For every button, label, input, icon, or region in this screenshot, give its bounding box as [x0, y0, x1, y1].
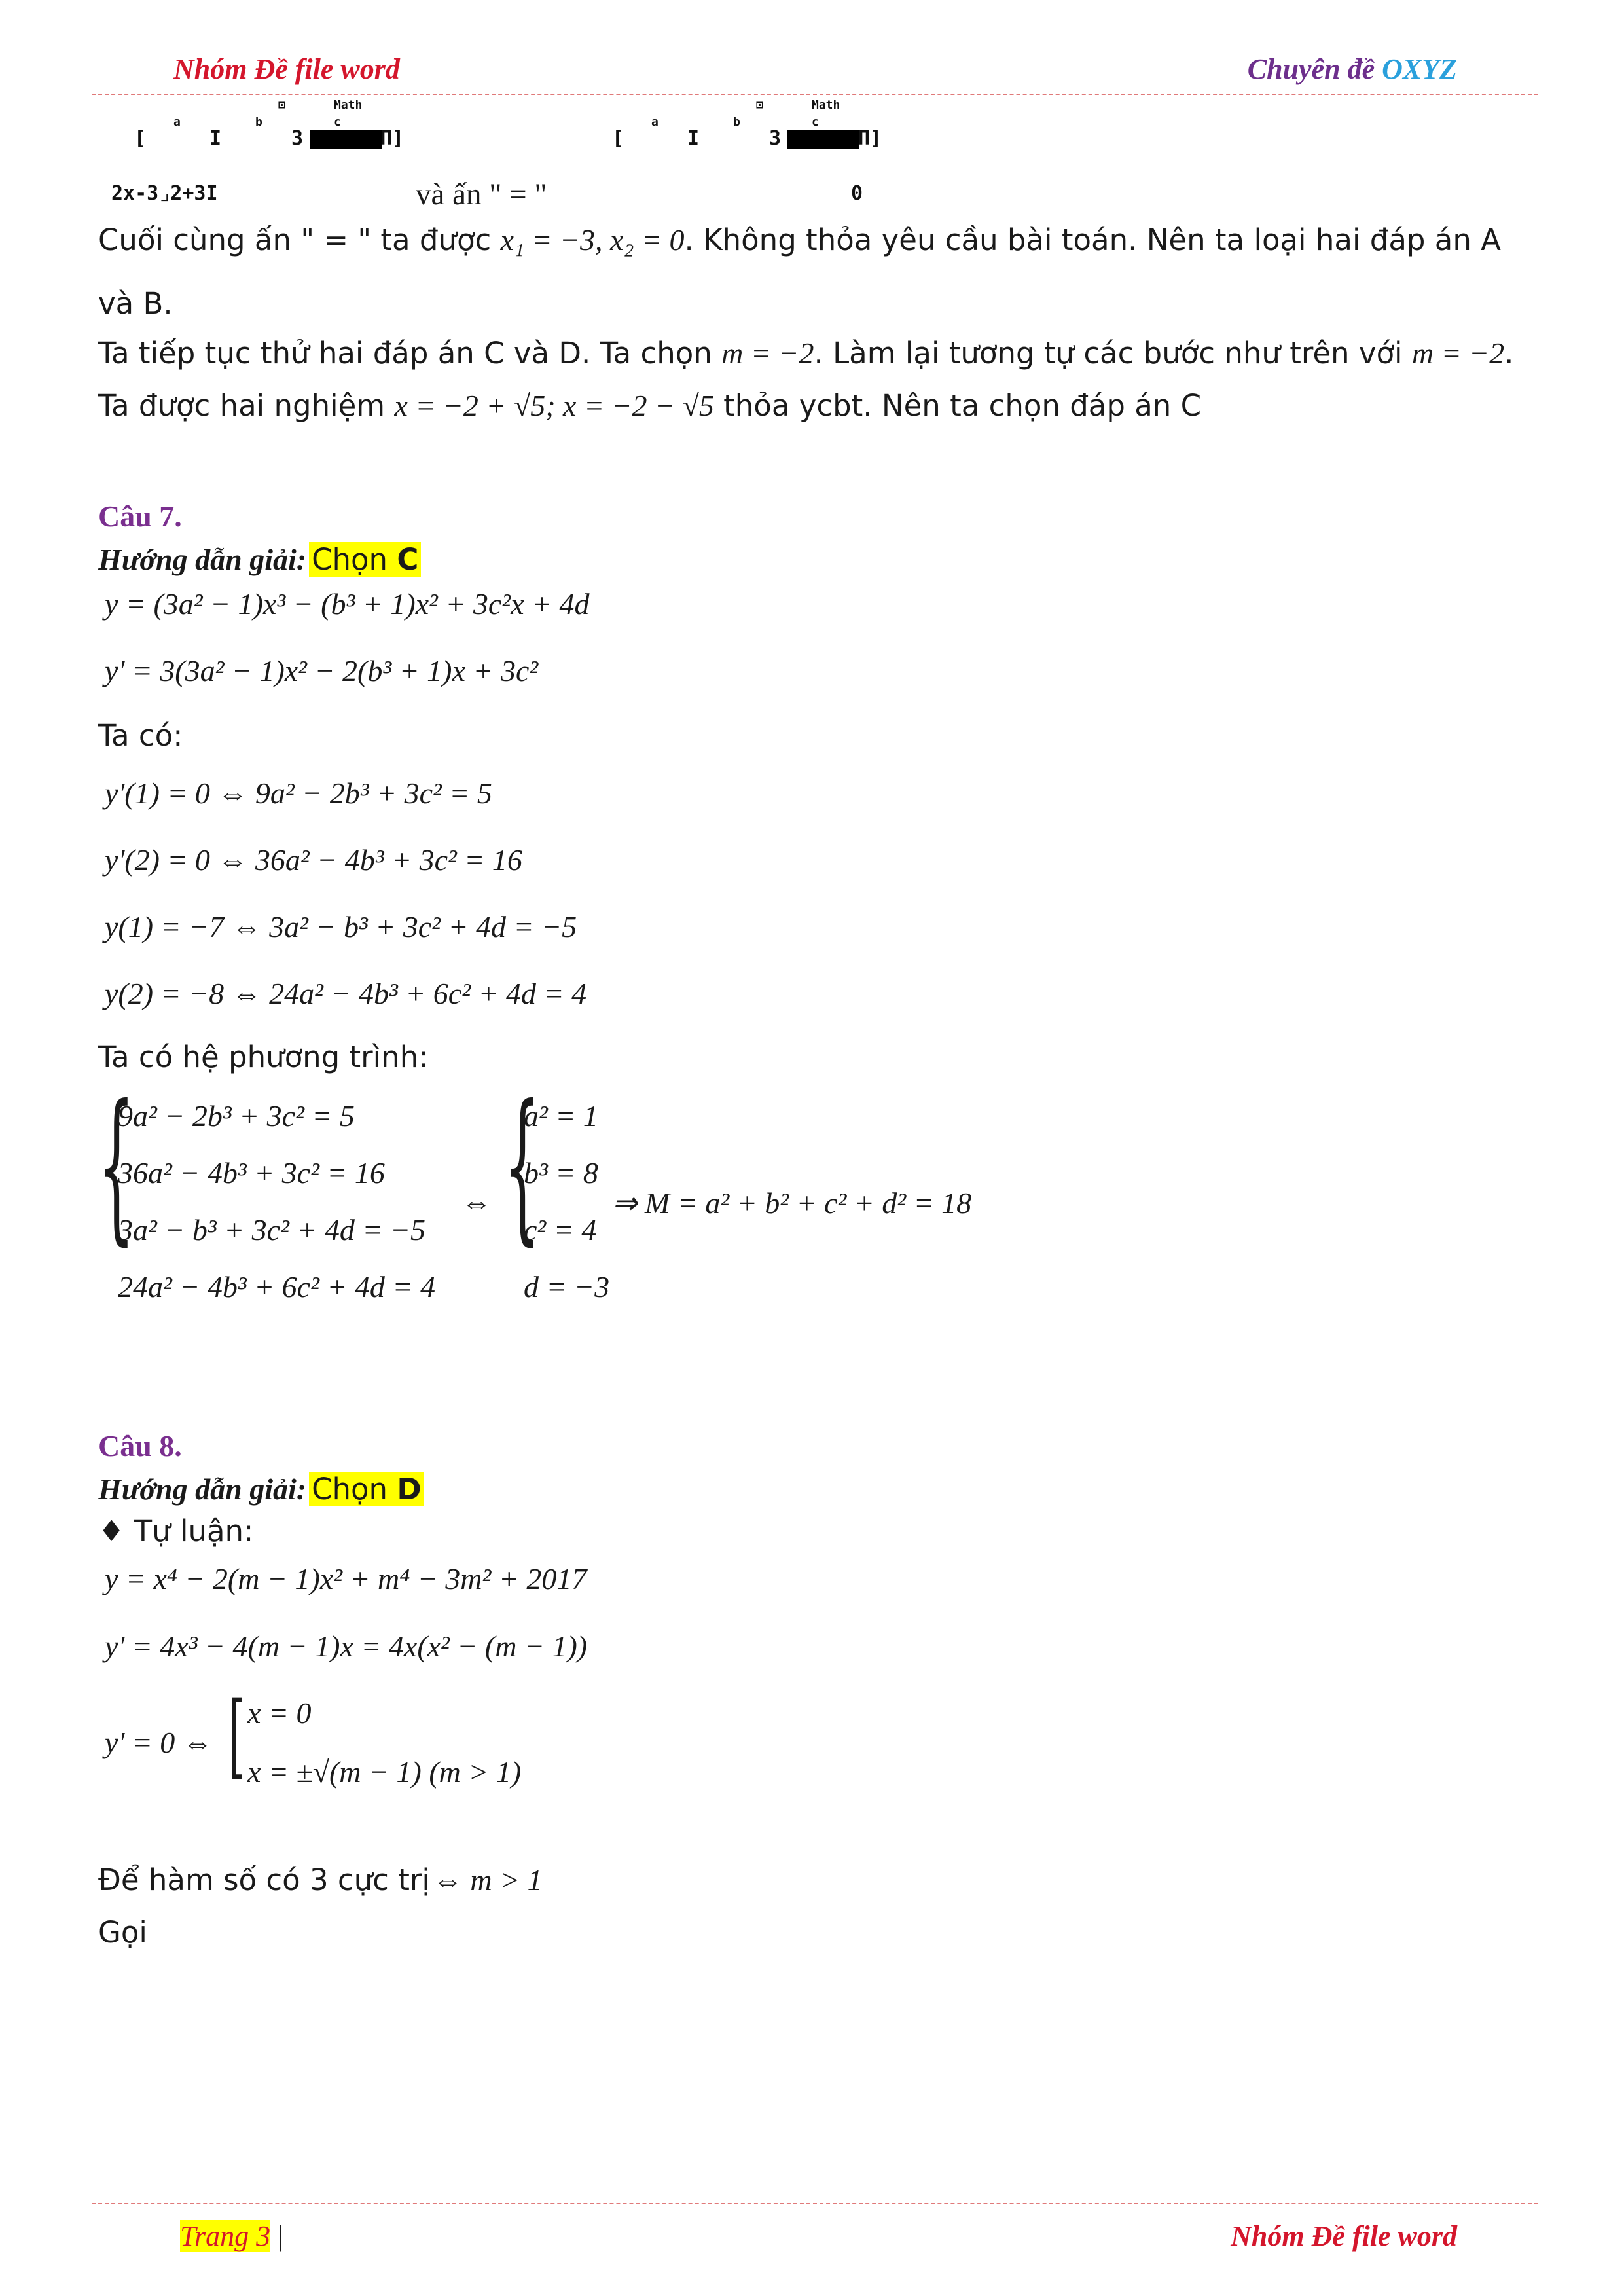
calc-bracket-close: П]: [858, 127, 882, 150]
intro-line3-text-a: Ta tiếp tục thử hai đáp án C và D. Ta chọn: [98, 336, 712, 371]
calc-screen-right: [612, 98, 887, 164]
calc-bracket-open: [: [134, 127, 147, 150]
q7-guide-label: Hướng dẫn giải:: [98, 543, 307, 576]
calc-menu-c: c: [812, 115, 819, 129]
q8-eq-y: y = x⁴ − 2(m − 1)x² + m⁴ − 3m² + 2017: [105, 1562, 587, 1595]
intro-line-3: [98, 336, 1513, 371]
q8-goi: Gọi: [98, 1915, 147, 1950]
q8-condition-text: Để hàm số có 3 cực trị: [98, 1863, 430, 1897]
q7-sys-right-4: d = −3: [524, 1270, 610, 1303]
q7-sys-left-2: 36a² − 4b³ + 3c² = 16: [118, 1156, 385, 1190]
q7-answer: C: [397, 542, 419, 577]
calc-bracket-close: П]: [380, 127, 405, 150]
intro-line4-text-a: Ta được hai nghiệm: [98, 388, 386, 423]
footer-page-number: Trang 3: [180, 2220, 271, 2252]
calc-cursor-block: [787, 130, 859, 149]
q7-sys-right-2: b³ = 8: [524, 1156, 598, 1190]
calc-math-label: Math: [334, 98, 363, 112]
intro-line-4: [98, 388, 1201, 423]
q7-condition-2: y'(2) = 0 ⇔ 36a² − 4b³ + 3c² = 16: [105, 843, 522, 877]
q8-guide-label: Hướng dẫn giải:: [98, 1472, 307, 1506]
calc-result: 0: [851, 182, 863, 205]
q8-choose-label: Chọn: [312, 1472, 388, 1506]
calc-menu-a: a: [651, 115, 659, 129]
q8-condition-math: ⇔ m > 1: [432, 1863, 543, 1897]
calc-menu-b: b: [733, 115, 740, 129]
header-right-prefix: Chuyên đề: [1247, 53, 1382, 85]
q8-condition: [98, 1863, 543, 1897]
calc-divider-2: 3: [291, 127, 304, 150]
header-divider: [92, 94, 1538, 95]
q8-case-1: x = 0: [247, 1696, 312, 1730]
footer-page: [180, 2219, 283, 2253]
header-right-accent: OXYZ: [1382, 53, 1457, 85]
q7-sys-right-1: a² = 1: [524, 1099, 598, 1133]
intro-line4-math: x = −2 + √5; x = −2 − √5: [394, 389, 714, 422]
intro-line3-text-c: .: [1504, 336, 1514, 371]
q7-sys-left-4: 24a² − 4b³ + 6c² + 4d = 4: [118, 1270, 435, 1303]
q7-answer-highlight: [309, 542, 421, 577]
intro-line3-m: m = −2: [721, 337, 814, 370]
intro-line1-math: x₁ = −3, x₂ = 0: [500, 223, 685, 257]
q8-answer-highlight: [309, 1472, 424, 1506]
q8-eq-yprime-zero: y' = 0 ⇔: [105, 1726, 213, 1759]
q7-condition-4: y(2) = −8 ⇔ 24a² − 4b³ + 6c² + 4d = 4: [105, 977, 587, 1010]
calc-menu-b: b: [255, 115, 262, 129]
intro-line-2: và B.: [98, 286, 173, 321]
header-left-title: Nhóm Đề file word: [173, 53, 400, 85]
q8-title: Câu 8.: [98, 1429, 182, 1463]
header-right-title: [1248, 52, 1457, 86]
q7-left-brace: {: [98, 1070, 135, 1260]
intro-line-1: [98, 223, 1501, 257]
footer-divider: [92, 2203, 1538, 2204]
calc-screen-left: [134, 98, 409, 164]
calc-divider-2: 3: [769, 127, 782, 150]
q7-right-brace: {: [504, 1070, 541, 1260]
intro-line1-text-b: . Không thỏa yêu cầu bài toán. Nên ta loại hai đáp án A: [684, 223, 1501, 257]
q7-result: ⇒ M = a² + b² + c² + d² = 18: [612, 1186, 972, 1220]
q8-guide-line: [98, 1472, 424, 1506]
calc-shift-indicator: ⊡: [278, 98, 285, 112]
q7-title: Câu 7.: [98, 500, 182, 533]
q8-case-2: x = ±√(m − 1) (m > 1): [247, 1755, 522, 1789]
intro-line3-text-b: . Làm lại tương tự các bước như trên với: [814, 336, 1403, 371]
intro-line4-text-b: thỏa ycbt. Nên ta chọn đáp án C: [723, 388, 1202, 423]
q7-sys-left-1: 9a² − 2b³ + 3c² = 5: [118, 1099, 355, 1133]
q7-ta-co: Ta có:: [98, 718, 183, 753]
q7-sys-left-3: 3a² − b³ + 3c² + 4d = −5: [118, 1213, 425, 1247]
q8-eq-yprime: y' = 4x³ − 4(m − 1)x = 4x(x² − (m − 1)): [105, 1630, 588, 1663]
q7-condition-1: y'(1) = 0 ⇔ 9a² − 2b³ + 3c² = 5: [105, 776, 492, 810]
calc-divider-1: I: [209, 127, 222, 150]
q8-tu-luan: ♦ Tự luận:: [98, 1514, 254, 1548]
footer-separator: |: [278, 2220, 283, 2252]
q8-case-bracket: [: [228, 1683, 246, 1789]
calc-shift-indicator: ⊡: [756, 98, 763, 112]
calc-press-equals: và ấn " = ": [416, 177, 547, 211]
q7-eq-yprime: y' = 3(3a² − 1)x² − 2(b³ + 1)x + 3c²: [105, 654, 539, 687]
q7-system-label: Ta có hệ phương trình:: [98, 1040, 429, 1074]
q7-sys-right-3: c² = 4: [524, 1213, 597, 1247]
q7-guide-line: [98, 542, 421, 577]
intro-line1-text-a: Cuối cùng ấn " = " ta được: [98, 223, 492, 257]
calc-menu-a: a: [173, 115, 181, 129]
calc-expression: 2x-3⌟2+3I: [111, 182, 218, 205]
intro-line3-m2: m = −2: [1411, 337, 1505, 370]
calc-bracket-open: [: [612, 127, 624, 150]
calc-cursor-block: [310, 130, 382, 149]
q7-equivalence: ⇔: [461, 1186, 492, 1219]
q7-eq-y: y = (3a² − 1)x³ − (b³ + 1)x² + 3c²x + 4d: [105, 587, 590, 621]
q8-answer: D: [397, 1472, 422, 1506]
calc-menu-c: c: [334, 115, 341, 129]
q7-choose-label: Chọn: [312, 542, 388, 577]
q7-condition-3: y(1) = −7 ⇔ 3a² − b³ + 3c² + 4d = −5: [105, 910, 577, 943]
footer-group-name: Nhóm Đề file word: [1231, 2220, 1457, 2252]
calc-divider-1: I: [687, 127, 700, 150]
calc-math-label: Math: [812, 98, 840, 112]
